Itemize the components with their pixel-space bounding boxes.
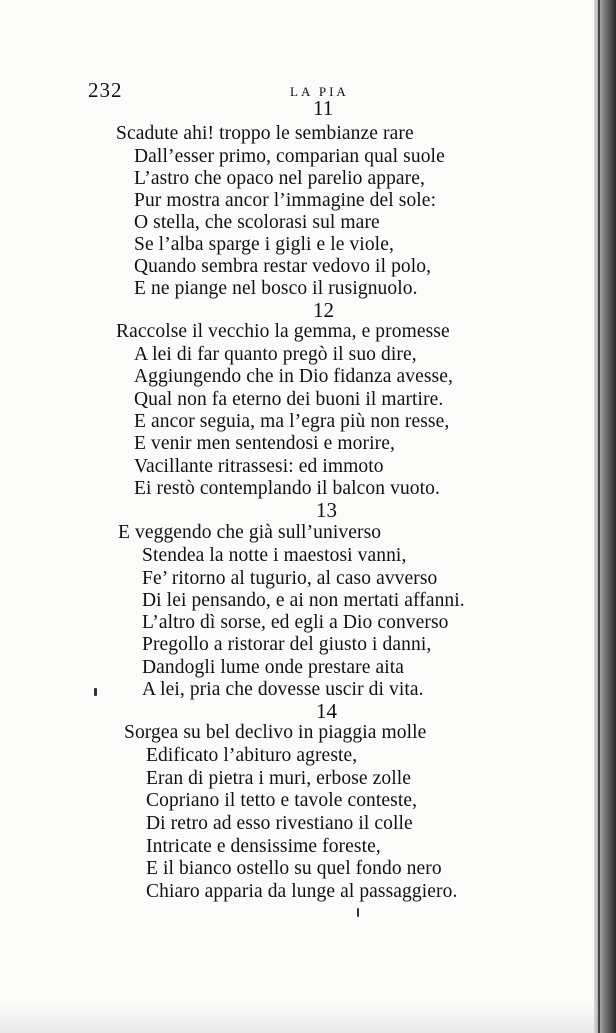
verse-line: Dall’esser primo, comparian qual suole [134,146,445,167]
verse-line: A lei di far quanto pregò il suo dire, [134,344,417,365]
running-title: LA PIA [290,84,349,99]
verse-line: Edificato l’abituro agreste, [146,745,358,766]
ink-speck [357,908,359,917]
verse-line: Vacillante ritrassesi: ed immoto [134,456,384,477]
verse-line: L’astro che opaco nel parelio appare, [134,168,426,189]
verse-line: Qual non fa eterno dei buoni il martire. [134,389,444,410]
verse-line: E ancor seguia, ma l’egra più non resse, [134,411,450,432]
verse-line: E il bianco ostello su quel fondo nero [146,858,442,879]
verse-line: E venir men sentendosi e morire, [134,433,395,454]
verse-line: Dandogli lume onde prestare aita [142,657,405,678]
verse-line: Di retro ad esso rivestiano il colle [146,813,413,834]
verse-line: A lei, pria che dovesse uscir di vita. [142,679,424,700]
verse-line: Sorgea su bel declivo in piaggia molle [124,722,427,743]
verse-line: Se l’alba sparge i gigli e le viole, [134,234,394,255]
verse-line: Stendea la notte i maestosi vanni, [142,545,407,566]
verse-line: O stella, che scolorasi sul mare [134,212,380,233]
verse-line: Pur mostra ancor l’immagine del sole: [134,190,437,211]
verse-line: Pregollo a ristorar del giusto i danni, [142,634,432,655]
stanza-number: 11 [313,96,334,120]
book-spine-edge [594,0,616,1033]
verse-line: Quando sembra restar vedovo il polo, [134,256,432,277]
verse-line: Chiaro apparia da lunge al passaggiero. [146,881,458,902]
verse-line: E veggendo che già sull’universo [118,522,382,543]
verse-line: E ne piange nel bosco il rusignuolo. [134,278,418,299]
stanza-number: 13 [316,498,337,522]
verse-line: Intricate e densissime foreste, [146,836,381,857]
page-header [0,78,594,102]
stanza-number: 12 [313,298,334,322]
verse-line: L’altro dì sorse, ed egli a Dio converso [142,612,449,633]
page-bottom-shadow [0,1003,594,1033]
stanza-number: 14 [316,699,337,723]
page-number: 232 [88,78,123,102]
verse-line: Fe’ ritorno al tugurio, al caso avverso [142,568,438,589]
verse-line: Raccolse il vecchio la gemma, e promesse [116,321,450,342]
verse-line: Di lei pensando, e ai non mertati affanni. [142,590,465,611]
verse-line: Copriano il tetto e tavole conteste, [146,790,418,811]
verse-line: Eran di pietra i muri, erbose zolle [146,768,412,789]
verse-line: Ei restò contemplando il balcon vuoto. [134,478,440,499]
ink-speck [94,688,97,696]
verse-line: Aggiungendo che in Dio fidanza avesse, [134,366,453,387]
verse-line: Scadute ahi! troppo le sembianze rare [116,123,414,144]
